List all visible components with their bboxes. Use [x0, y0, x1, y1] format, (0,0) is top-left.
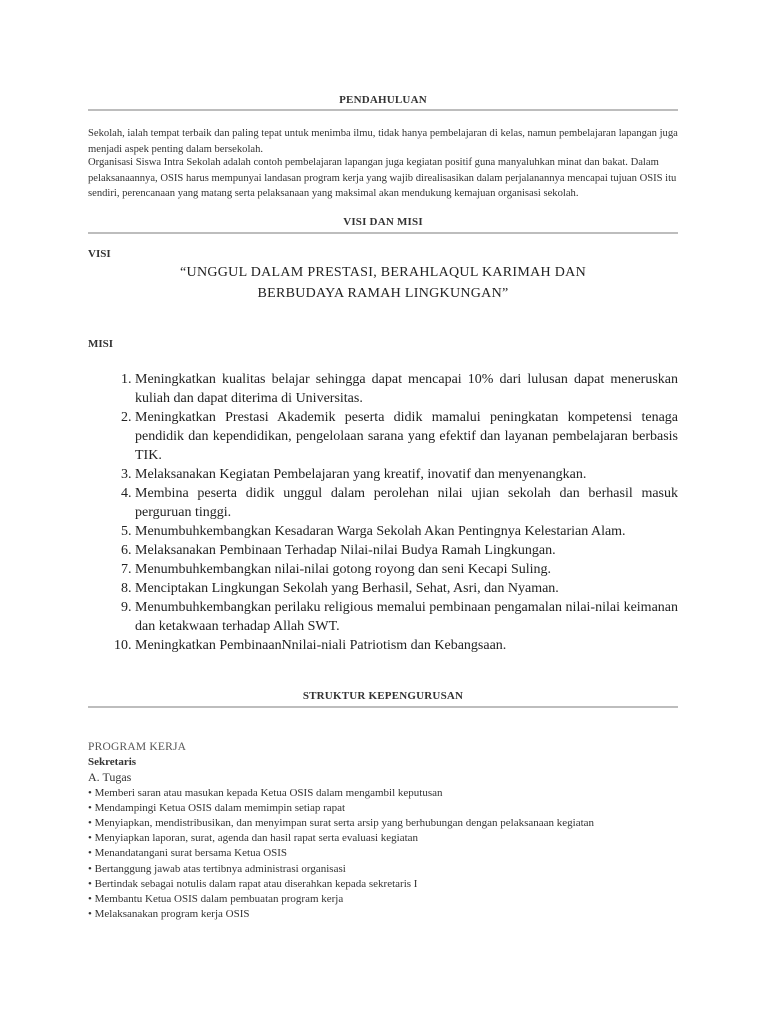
- tugas-item: • Bertindak sebagai notulis dalam rapat atau diserahkan kepada sekretaris I: [88, 877, 418, 890]
- heading-struktur: STRUKTUR KEPENGURUSAN: [302, 690, 464, 702]
- program-kerja-title: PROGRAM KERJA: [88, 741, 187, 753]
- misi-list: [88, 370, 678, 655]
- heading-rule: [88, 232, 678, 234]
- heading-rule: [88, 109, 678, 111]
- misi-item: 6. Melaksanakan Pembinaan Terhadap Nilai-nilai Budya Ramah Lingkungan.: [135, 541, 678, 560]
- misi-item: 4. Membina peserta didik unggul dalam perolehan nilai ujian sekolah dan berhasil masuk perguruan tinggi.: [135, 484, 678, 522]
- misi-item: 10. Meningkatkan PembinaanNnilai-niali Patriotism dan Kebangsaan.: [135, 636, 678, 655]
- heading-visi-misi: VISI DAN MISI: [343, 216, 423, 228]
- visi-label: VISI: [88, 248, 111, 260]
- misi-item: 7. Menumbuhkembangkan nilai-nilai gotong royong dan seni Kecapi Suling.: [135, 560, 678, 579]
- misi-item: 9. Menumbuhkembangkan perilaku religious memalui pembinaan pengamalan nilai-nilai keimanan dan ketakwaan terhadap Allah SWT.: [135, 598, 678, 636]
- program-kerja-section: [88, 740, 688, 922]
- heading-pendahuluan: PENDAHULUAN: [339, 94, 427, 106]
- misi-item: 5. Menumbuhkembangkan Kesadaran Warga Sekolah Akan Pentingnya Kelestarian Alam.: [135, 522, 678, 541]
- misi-item: 2. Meningkatkan Prestasi Akademik peserta didik mamalui peningkatan kompetensi tenaga pendidik dan kependidikan, pengelolaan sarana yang efektif dan layanan pembelajaran berbasis TIK.: [135, 408, 678, 465]
- visi-line-1: “UNGGUL DALAM PRESTASI, BERAHLAQUL KARIMAH DAN: [180, 265, 586, 280]
- tugas-item: • Menyiapkan laporan, surat, agenda dan hasil rapat serta evaluasi kegiatan: [88, 832, 419, 845]
- tugas-item: • Menandatangani surat bersama Ketua OSIS: [88, 847, 288, 860]
- tugas-item: • Mendampingi Ketua OSIS dalam memimpin setiap rapat: [88, 801, 346, 814]
- tugas-item: • Melaksanakan program kerja OSIS: [88, 908, 250, 921]
- sekretaris-heading: Sekretaris: [88, 756, 137, 769]
- intro-paragraph-2: Organisasi Siswa Intra Sekolah adalah contoh pembelajaran lapangan juga kegiatan positif guna manyaluhkan minat dan bakat. Dalam pelaksanaannya, OSIS harus mempunyai landasan program kerja yang wajib direalisasikan dalam perjalanannya mencapai tujuan OSIS itu sendiri, perencanaan yang matang serta pelaksanaan yang maksimal akan mendukung kemajuan organisasi sekolah.: [88, 157, 677, 199]
- intro-paragraph-1: Sekolah, ialah tempat terbaik dan paling tepat untuk menimba ilmu, tidak hanya pembelajaran di kelas, namun pembelajaran lapangan juga menjadi aspek penting dalam bersekolah.: [88, 128, 678, 155]
- misi-item: 8. Menciptakan Lingkungan Sekolah yang Berhasil, Sehat, Asri, dan Nyaman.: [135, 579, 678, 598]
- tugas-subheading: A. Tugas: [88, 770, 132, 785]
- heading-rule: [88, 706, 678, 708]
- visi-line-2: BERBUDAYA RAMAH LINGKUNGAN”: [257, 286, 509, 301]
- tugas-item: • Memberi saran atau masukan kepada Ketua OSIS dalam mengambil keputusan: [88, 786, 443, 799]
- tugas-item: • Menyiapkan, mendistribusikan, dan menyimpan surat serta arsip yang berhubungan dengan pelaksanaan kegiatan: [88, 817, 595, 830]
- misi-item: 1. Meningkatkan kualitas belajar sehingga dapat mencapai 10% dari lulusan dapat meneruskan kuliah dan dapat diterima di Universitas.: [135, 370, 678, 408]
- misi-label: MISI: [88, 338, 114, 350]
- tugas-item: • Membantu Ketua OSIS dalam pembuatan program kerja: [88, 893, 344, 906]
- tugas-item: • Bertanggung jawab atas tertibnya administrasi organisasi: [88, 862, 346, 875]
- misi-item: 3. Melaksanakan Kegiatan Pembelajaran yang kreatif, inovatif dan menyenangkan.: [135, 465, 678, 484]
- visi-statement: [140, 262, 626, 304]
